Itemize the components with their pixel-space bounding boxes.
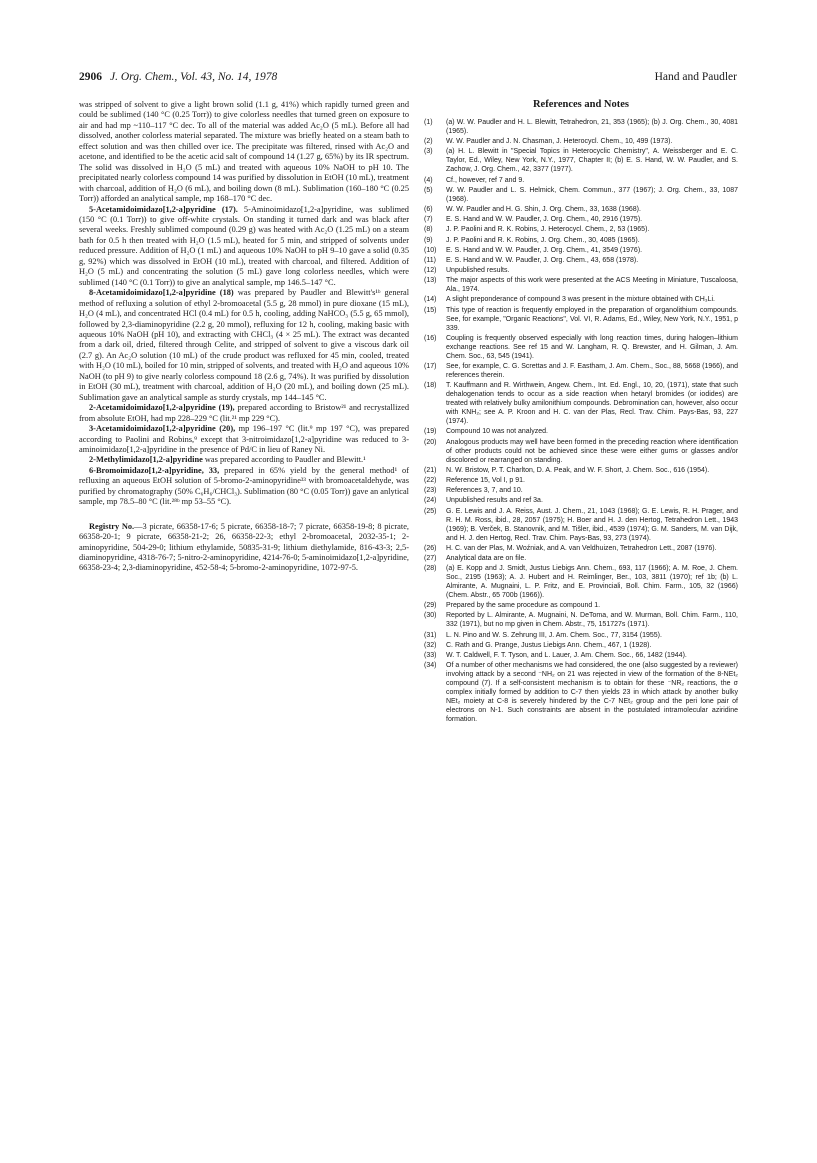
reference-number: (27) bbox=[424, 554, 437, 562]
reference-text: This type of reaction is frequently employed in the preparation of organolithium compounds. See, for example, "Organic Reactions", Vol. VI, R. Adams, Ed., Wiley, New York, N.Y., 1951, p 339. bbox=[446, 306, 738, 332]
experimental-paragraph bbox=[79, 466, 409, 508]
reference-item bbox=[424, 611, 738, 629]
reference-number: (26) bbox=[424, 544, 437, 552]
reference-text: Cf., however, ref 7 and 9. bbox=[446, 176, 525, 184]
reference-item bbox=[424, 147, 738, 174]
reference-text: (a) W. W. Paudler and H. L. Blewitt, Tetrahedron, 21, 353 (1965); (b) J. Org. Chem., 30, 4081 (1965). bbox=[446, 119, 738, 135]
registry-heading: Registry No. bbox=[89, 521, 135, 531]
reference-item bbox=[424, 427, 738, 436]
reference-text: Prepared by the same procedure as compound 1. bbox=[446, 602, 601, 610]
reference-item bbox=[424, 381, 738, 426]
experimental-paragraph bbox=[79, 288, 409, 403]
compound-heading: 2-Methylimidazo[1,2-a]pyridine bbox=[89, 455, 203, 465]
reference-text: W. W. Paudler and L. S. Helmick, Chem. Commun., 377 (1967); J. Org. Chem., 33, 1087 (1968). bbox=[446, 186, 738, 203]
reference-text: E. S. Hand and W. W. Paudler, J. Org. Chem., 40, 2916 (1975). bbox=[446, 216, 643, 224]
reference-item bbox=[424, 507, 738, 543]
reference-text: Analogous products may well have been formed in the preceding reaction where identification of other products could not be achieved since these were either gums or glasses and/or discolored or rearranged on standing. bbox=[446, 438, 738, 464]
reference-item bbox=[424, 176, 738, 185]
reference-text: Reference 15, Vol I, p 91. bbox=[446, 476, 525, 484]
reference-item bbox=[424, 476, 738, 485]
journal-citation: J. Org. Chem., Vol. 43, No. 14, 1978 bbox=[110, 71, 278, 83]
experimental-paragraph bbox=[79, 205, 409, 289]
header-authors: Hand and Paudler bbox=[654, 71, 737, 83]
reference-text: W. W. Paudler and H. G. Shin, J. Org. Chem., 33, 1638 (1968). bbox=[446, 205, 641, 213]
reference-number: (28) bbox=[424, 565, 437, 573]
reference-item bbox=[424, 362, 738, 380]
experimental-paragraph bbox=[79, 424, 409, 455]
reference-text: Compound 10 was not analyzed. bbox=[446, 428, 548, 436]
reference-number: (7) bbox=[424, 216, 433, 224]
reference-item bbox=[424, 631, 738, 640]
reference-list bbox=[424, 118, 738, 724]
experimental-paragraph bbox=[79, 403, 409, 424]
experimental-paragraph bbox=[79, 455, 409, 465]
reference-text: W. W. Paudler and J. N. Chasman, J. Heterocycl. Chem., 10, 499 (1973). bbox=[446, 138, 673, 146]
reference-number: (25) bbox=[424, 507, 437, 515]
reference-item bbox=[424, 225, 738, 234]
reference-number: (12) bbox=[424, 267, 437, 275]
reference-text: L. N. Pino and W. S. Zehrung III, J. Am. Chem. Soc., 77, 3154 (1955). bbox=[446, 631, 662, 639]
reference-number: (18) bbox=[424, 382, 437, 390]
reference-item bbox=[424, 496, 738, 505]
reference-number: (22) bbox=[424, 476, 437, 484]
reference-number: (8) bbox=[424, 226, 433, 234]
reference-item bbox=[424, 651, 738, 660]
reference-number: (31) bbox=[424, 631, 437, 639]
references-column bbox=[424, 100, 738, 725]
reference-number: (4) bbox=[424, 176, 433, 184]
reference-item bbox=[424, 564, 738, 600]
reference-item bbox=[424, 276, 738, 294]
reference-text: N. W. Bristow, P. T. Charlton, D. A. Peak, and W. F. Short, J. Chem. Soc., 616 (1954). bbox=[446, 466, 710, 474]
paragraph-text: was prepared according to Paudler and Blewitt.¹ bbox=[202, 455, 366, 465]
reference-item bbox=[424, 438, 738, 465]
reference-text: E. S. Hand and W. W. Paudler, J. Org. Chem., 41, 3549 (1976). bbox=[446, 246, 643, 254]
reference-number: (33) bbox=[424, 652, 437, 659]
reference-text: Reported by L. Almirante, A. Mugnaini, N. DeToma, and W. Murman, Boll. Chim. Farm., 110, 332 (1971), but no mp given in Chem. Abstr., 75, 151727s (1971). bbox=[446, 612, 738, 629]
reference-number: (1) bbox=[424, 119, 433, 126]
reference-item bbox=[424, 256, 738, 265]
experimental-paragraph bbox=[79, 100, 409, 205]
reference-item bbox=[424, 246, 738, 255]
references-title: References and Notes bbox=[532, 99, 630, 110]
reference-item bbox=[424, 544, 738, 553]
reference-number: (19) bbox=[424, 428, 437, 436]
paragraph-text: mp 196–197 °C (lit.⁹ mp 197 °C), was prepared according to Paolini and Robins,⁹ except that 3-nitroimidazo[1,2-a]pyridine was reduced to 3-aminoimidazo[1,2-a]pyridine in the presence of Pd/C in lieu of Raney Ni. bbox=[79, 424, 409, 454]
reference-text: C. Rath and G. Prange, Justus Liebigs Ann. Chem., 467, 1 (1928). bbox=[446, 641, 652, 649]
reference-text: E. S. Hand and W. W. Paudler, J. Org. Chem., 43, 658 (1978). bbox=[446, 256, 639, 264]
reference-text: H. C. van der Plas, M. Woźniak, and A. van Veldhuizen, Tetrahedron Lett., 2087 (1976). bbox=[446, 544, 717, 552]
paragraph-text: was stripped of solvent to give a light brown solid (1.1 g, 41%) which rapidly turned green and could be sublimed (140 °C (0.25 Torr)) to give colorless needles that turned green on exposure to air and had mp ~110–117 °C dec. To all of the material was added Ac₂O (5 mL). Before all had dissolved, another colorless material separated. The mixture was briefly heated on a steam bath to effect solution and was then chilled over ice. The precipitate was filtered, rinsed with Ac₂O and acetone, and identified to be the acetic acid salt of compound 14 (1.27 g, 65%) by its IR spectrum. The solid was dissolved in H₂O (5 mL) and treated with aqueous 10% NaOH to pH 10. The precipitated nearly colorless compound 14 was purified by dissolution in EtOH (10 mL), treatment with charcoal, addition of H₂O (6 mL), and boiling down (8 mL). Sublimation (160–180 °C (0.25 Torr)) afforded an analytical sample, mp 168–170 °C dec. bbox=[79, 100, 409, 204]
page-number: 2906 bbox=[79, 71, 102, 83]
reference-text: References 3, 7, and 10. bbox=[446, 487, 523, 495]
reference-number: (6) bbox=[424, 205, 433, 213]
reference-item bbox=[424, 186, 738, 204]
header-left bbox=[79, 71, 277, 83]
reference-number: (9) bbox=[424, 236, 433, 244]
reference-item bbox=[424, 306, 738, 333]
reference-text: Of a number of other mechanisms we had considered, the one (also suggested by a reviewer) involving attack by a second ⁻NH₂ on 21 was rejected in view of the formation of the 8-NEt₂ compound (7). If a self-consistent mechanism is to obtain for these ⁻NR₂ reactions, the σ complex initially formed by addition to C-7 then yields 23 in which attack by another bulky NEt₂ moiety at C-8 is severely hindered by the C-7 NEt₂ group and the peri lone pair of electrons on N-1. Such constraints are absent in the postulated intramolecular aziridine formation. bbox=[446, 662, 738, 724]
compound-heading: 3-Acetamidoimidazo[1,2-a]pyridine (20), bbox=[89, 424, 236, 434]
reference-number: (32) bbox=[424, 641, 437, 649]
reference-number: (34) bbox=[424, 662, 437, 670]
reference-number: (3) bbox=[424, 148, 433, 156]
reference-item bbox=[424, 641, 738, 650]
reference-item bbox=[424, 266, 738, 275]
compound-heading: 6-Bromoimidazo[1,2-a]pyridine, 33, bbox=[89, 465, 220, 475]
reference-item bbox=[424, 334, 738, 361]
reference-number: (5) bbox=[424, 186, 433, 194]
reference-text: W. T. Caldwell, F. T. Tyson, and L. Lauer, J. Am. Chem. Soc., 66, 1482 (1944). bbox=[446, 652, 687, 659]
paragraph-text: was prepared by Paudler and Blewitt's¹ᵇ general method of refluxing a solution of ethyl 2-bromoacetal (5.5 g, 28 mmol) in pure dioxane (15 mL), H₂O (4 mL), and concentrated HCl (0.4 mL) for 0.5 h, cooling, adding NaHCO₃ (5.5 g, 65 mmol), followed by 2,3-diaminopyridine (2.2 g, 20 mmol), refluxing for 12 h, cooling, making basic with aqueous 10% NaOH (pH 10), and extracting with CHCl₃ (4 × 25 mL). The extract was decanted from a dark oil, dried, filtered through Celite, and stripped of solvent to give a viscous dark oil (2.7 g). An Ac₂O solution (10 mL) of the crude product was refluxed for 45 min, cooled, treated with H₂O (10 mL), boiled for 10 min, stripped of solvents, and treated with H₂O and aqueous 10% NaOH (to pH 9) to give nearly colorless compound 18 (2.6 g, 74%). It was purified by dissolution in EtOH (30 mL), treatment with charcoal, addition of H₂O (20 mL), and boiling down (25 mL). Sublimation gave an analytical sample as sturdy crystals, mp 144–145 °C. bbox=[79, 288, 410, 402]
reference-text: See, for example, C. G. Screttas and J. F. Eastham, J. Am. Chem., Soc., 88, 5668 (1966), and references therein. bbox=[446, 363, 738, 379]
reference-text: (a) H. L. Blewitt in "Special Topics in Heterocyclic Chemistry", A. Weissberger and E. C. Taylor, Ed., Wiley, New York, N.Y., 1977, Chapter II; (b) E. S. Hand, W. W. Paudler, and S. Zachow, J. Org. Chem., 42, 3377 (1977). bbox=[446, 148, 738, 174]
reference-number: (29) bbox=[424, 602, 437, 610]
reference-number: (13) bbox=[424, 277, 437, 285]
experimental-column bbox=[79, 100, 409, 574]
reference-number: (15) bbox=[424, 306, 437, 314]
reference-item bbox=[424, 554, 738, 563]
reference-text: A slight preponderance of compound 3 was present in the mixture obtained with CH₃Li. bbox=[446, 296, 716, 304]
reference-number: (16) bbox=[424, 334, 437, 342]
reference-text: G. E. Lewis and J. A. Reiss, Aust. J. Chem., 21, 1043 (1968); G. E. Lewis, R. H. Prager, and R. H. M. Ross, ibid., 28, 2057 (1975); H. Boer and H. J. den Hertog, Tetrahedron Lett., 1943 (1969); B. Verček, B. Stanovnik, and M. Tišler, ibid., 4539 (1974); G. M. Sanders, M. van Dijk, and H. J. den Hertog, Recl. Trav. Chim. Pays-Bas, 93, 273 (1974). bbox=[446, 507, 738, 542]
reference-text: Analytical data are on file. bbox=[446, 554, 527, 562]
reference-number: (14) bbox=[424, 296, 437, 304]
registry-numbers bbox=[79, 522, 409, 574]
paragraph-text: 5-Aminoimidazo[1,2-a]pyridine, was sublimed (150 °C (0.1 Torr)) to give off-white crystals. On standing it turned dark and was black after several weeks. Freshly sublimed compound (0.29 g) was heated with Ac₂O (1.25 mL) on a steam bath for 0.5 h then treated with H₂O (1.5 mL), heated for 5 min, and stripped of solvents under reduced pressure. Addition of H₂O (1 mL) and aqueous 10% NaOH to pH 9–10 gave a solid (0.35 g, 92%) which was dissolved in EtOH (10 mL), treated with charcoal, and filtered. Addition of H₂O (5 mL) and concentrating the solution (5 mL) gave long colorless needles, which were sublimed (140 °C (0.1 Torr)) to give an analytical sample, mp 146.5–147 °C. bbox=[79, 204, 409, 287]
reference-text: Coupling is frequently observed especially with long reaction times, during halogen–lithium exchange reactions. See ref 15 and W. Langham, R. Q. Brewster, and H. Gilman, J. Am. Chem. Soc., 63, 545 (1941). bbox=[446, 334, 738, 360]
reference-text: The major aspects of this work were presented at the ACS Meeting in Miniature, Tuscaloosa, Ala., 1974. bbox=[446, 277, 738, 294]
reference-item bbox=[424, 137, 738, 146]
reference-item bbox=[424, 466, 738, 475]
reference-text: J. P. Paolini and R. K. Robins, J. Org. Chem., 30, 4085 (1965). bbox=[446, 236, 640, 244]
reference-item bbox=[424, 118, 738, 136]
reference-number: (2) bbox=[424, 138, 433, 146]
reference-number: (17) bbox=[424, 363, 437, 370]
reference-text: Unpublished results. bbox=[446, 267, 510, 275]
reference-item bbox=[424, 486, 738, 495]
reference-item bbox=[424, 661, 738, 724]
registry-text: —3 picrate, 66358-17-6; 5 picrate, 66358-18-7; 7 picrate, 66358-19-8; 8 picrate, 66358-20-1; 9 picrate, 66358-21-2; 26, 66358-22-3; ethyl 2-bromoacetal, 2032-35-1; 2-aminopyridine, 504-29-0; lithium ethylamide, 50835-31-9; lithium diethylamide, 816-43-3; 2,5-diaminopyridine, 4318-76-7; 5-nitro-2-aminopyridine, 4214-76-0; 5-aminoimidazo[1,2-a]pyridine, 66358-23-4; 2,3-diaminopyridine, 452-58-4; 5-bromo-2-aminopyridine, 1072-97-5. bbox=[79, 521, 409, 573]
reference-number: (24) bbox=[424, 497, 437, 505]
reference-item bbox=[424, 236, 738, 245]
reference-number: (11) bbox=[424, 256, 436, 264]
paragraph-text: prepared according to Bristow²¹ and recrystallized from absolute EtOH, had mp 228–229 °C (lit.²¹ mp 229 °C). bbox=[79, 403, 409, 423]
reference-text: J. P. Paolini and R. K. Robins, J. Heterocycl. Chem., 2, 53 (1965). bbox=[446, 226, 650, 234]
running-header bbox=[79, 71, 737, 87]
reference-text: Unpublished results and ref 3a. bbox=[446, 497, 543, 505]
compound-heading: 8-Acetamidoimidazo[1,2-a]pyridine (18) bbox=[89, 288, 234, 298]
reference-number: (20) bbox=[424, 438, 437, 446]
reference-text: (a) E. Kopp and J. Smidt, Justus Liebigs Ann. Chem., 693, 117 (1966); A. M. Roe, J. Chem. Soc., 2195 (1963); A. J. Hubert and H. Reimlinger, Ber., 103, 3811 (1970); ref 1b; (b) L. Almirante, A. Mugnaini, L. P. Fritz, and E. Provinciali, Boll. Chim. Farm., 105, 32 (1966) (Chem. Abstr., 65 700b (1966)). bbox=[446, 565, 738, 600]
reference-item bbox=[424, 215, 738, 224]
reference-number: (10) bbox=[424, 246, 437, 254]
reference-item bbox=[424, 205, 738, 214]
reference-number: (30) bbox=[424, 612, 437, 620]
reference-item bbox=[424, 295, 738, 304]
paragraph-text: prepared in 65% yield by the general method¹ of refluxing an aqueous EtOH solution of 5-bromo-2-aminopyridine³³ with bromoacetaldehyde, was purified by chromatography (50% C₆H₆/CHCl₃). Sublimation (80 °C (0.05 Torr)) gave an anlytical sample, mp 78.5–80 °C (lit.²⁸ᵇ mp 53–55 °C). bbox=[79, 465, 409, 507]
compound-heading: 5-Acetamidoimidazo[1,2-a]pyridine (17). bbox=[89, 204, 238, 214]
reference-item bbox=[424, 601, 738, 610]
compound-heading: 2-Acetamidoimidazo[1,2-a]pyridine (19), bbox=[89, 403, 235, 413]
reference-number: (21) bbox=[424, 466, 437, 474]
reference-number: (23) bbox=[424, 487, 437, 495]
reference-text: T. Kauffmann and R. Wirthwein, Angew. Chem., Int. Ed. Engl., 10, 20, (1971), state that such dehalogenation tends to occur as a side reaction when hetaryl bromides (or iodides) are treated with relatively bulky amilonithium compounds. Debromination can, however, also occur with KNH₂; see A. P. Kroon and H. C. van der Plas, Recl. Trav. Chim. Pays-Bas, 93, 227 (1974). bbox=[446, 382, 738, 426]
